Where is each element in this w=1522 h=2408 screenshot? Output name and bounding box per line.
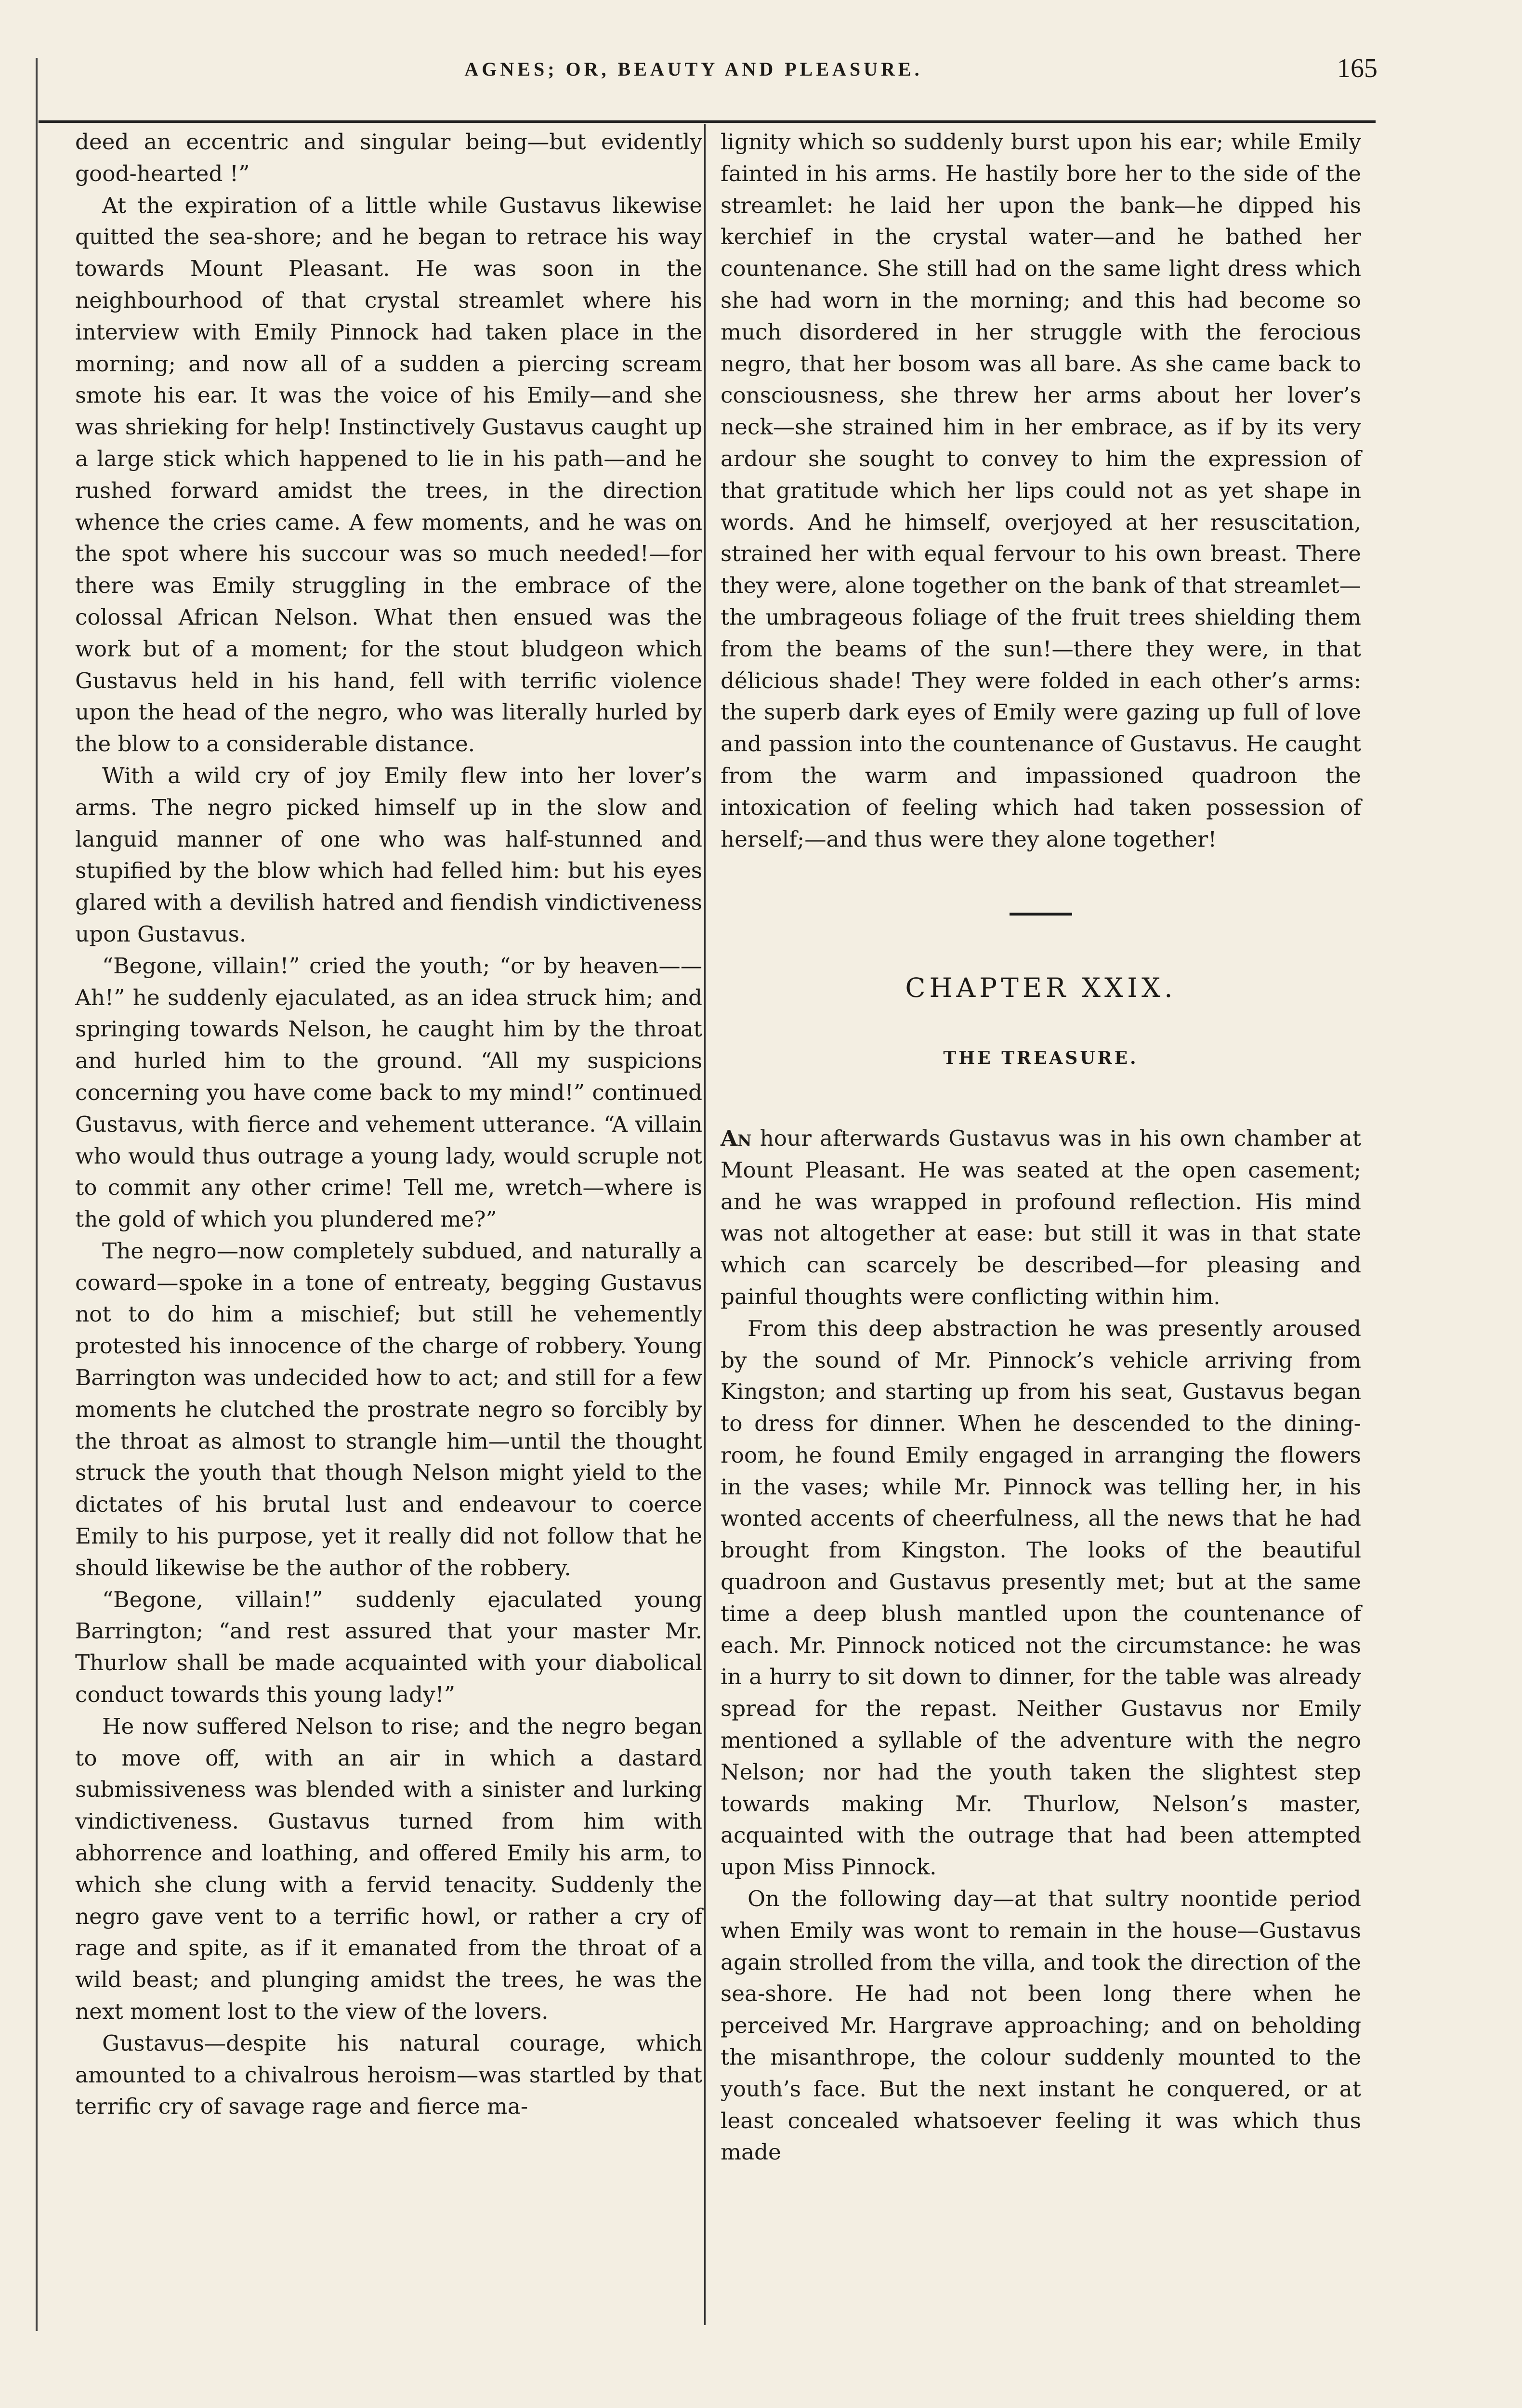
binding-edge-line	[36, 58, 38, 2331]
chapter-opening-paragraph	[721, 1123, 1361, 1313]
page-number: 165	[1337, 53, 1378, 83]
paragraph: lignity which so suddenly burst upon his ear; while Emily fainted in his arms. He hastily bore her to the side of the streamlet: he laid her upon the bank—he dipped his kerchief in the crystal water—and he bathed her countenance. She still had on the same light dress which she had worn in the morning; and this had become so much disordered in her struggle with the ferocious negro, that her bosom was all bare. As she came back to consciousness, she threw her arms about her lover’s neck—she strained him in her embrace, as if by its very ardour she sought to convey to him the expression of that gratitude which her lips could not as yet shape in words. And he himself, overjoyed at her resuscitation, strained her with equal fervour to his own breast. There they were, alone together on the bank of that streamlet—the umbrageous foliage of the fruit trees shielding them from the beams of the sun!—there they were, in that délicious shade! They were folded in each other’s arms: the superb dark eyes of Emily were gazing up full of love and passion into the countenance of Gustavus. He caught from the warm and impassioned quadroon the intoxication of feeling which had taken possession of herself;—and thus were they alone together!	[721, 129, 1361, 852]
running-title: AGNES; OR, BEAUTY AND PLEASURE.	[464, 58, 923, 80]
chapter-subtitle: THE TREASURE.	[943, 1048, 1139, 1069]
chapter-opening-text: hour afterwards Gustavus was in his own chamber at Mount Pleasant. He was seated at the open casement; and he was wrapped in profound reflection. His mind was not altogether at ease: but still it was in that state which can scarcely be described—for pleasing and painful thoughts were conflicting within him.	[721, 1125, 1362, 1309]
paragraph: The negro—now completely subdued, and naturally a coward—spoke in a tone of entreaty, begging Gustavus not to do him a mischief; but still he vehemently protested his innocence of the charge of robbery. Young Barrington was undecided how to act; and still for a few moments he clutched the prostrate negro so forcibly by the throat as almost to strangle him—until the thought struck the youth that though Nelson might yield to the dictates of his brutal lust and endeavour to coerce Emily to his purpose, yet it really did not follow that he should likewise be the author of the robbery.	[75, 1238, 702, 1581]
paragraph: “Begone, villain!” cried the youth; “or by heaven——Ah!” he suddenly ejaculated, as an idea struck him; and springing towards Nelson, he caught him by the throat and hurled him to the ground. “All my suspicions concerning you have come back to my mind!” continued Gustavus, with fierce and vehement utterance. “A villain who would thus outrage a young lady, would scruple not to commit any other crime! Tell me, wretch—where is the gold of which you plundered me?”	[75, 953, 702, 1232]
paragraph: deed an eccentric and singular being—but evidently good-hearted !”	[75, 129, 702, 186]
left-column	[75, 126, 702, 2122]
paragraph: He now suffered Nelson to rise; and the negro began to move off, with an air in which a dastard submissiveness was blended with a sinister and lurking vindictiveness. Gustavus turned from him with abhorrence and loathing, and offered Emily his arm, to which she clung with a fervid tenacity. Suddenly the negro gave vent to a terrific howl, or rather a cry of rage and spite, as if it emanated from the throat of a wild beast; and plunging amidst the trees, he was the next moment lost to the view of the lovers.	[75, 1713, 702, 2025]
paragraph: At the expiration of a little while Gustavus likewise quitted the sea-shore; and he began to retrace his way towards Mount Pleasant. He was soon in the neighbourhood of that crystal streamlet where his interview with Emily Pinnock had taken place in the morning; and now all of a sudden a piercing scream smote his ear. It was the voice of his Emily—and she was shrieking for help! Instinctively Gustavus caught up a large stick which happened to lie in his path—and he rushed forward amidst the trees, in the direction whence the cries came. A few moments, and he was on the spot where his succour was so much needed!—for there was Emily struggling in the embrace of the colossal African Nelson. What then ensued was the work but of a moment; for the stout bludgeon which Gustavus held in his hand, fell with terrific violence upon the head of the negro, who was literally hurled by the blow to a considerable distance.	[75, 192, 702, 757]
paragraph: With a wild cry of joy Emily flew into her lover’s arms. The negro picked himself up in the slow and languid manner of one who was half-stunned and stupified by the blow which had felled him: but his eyes glared with a devilish hatred and fiendish vindictiveness upon Gustavus.	[75, 762, 702, 947]
chapter-separator-rule	[1010, 913, 1072, 916]
right-column	[721, 126, 1361, 2168]
chapter-title: CHAPTER XXIX.	[905, 972, 1177, 1004]
header-rule	[39, 120, 1376, 123]
paragraph: On the following day—at that sultry noontide period when Emily was wont to remain in the house—Gustavus again strolled from the villa, and took the direction of the sea-shore. He had not been long there when he perceived Mr. Hargrave approaching; and on beholding the misanthrope, the colour suddenly mounted to the youth’s face. But the next instant he conquered, or at least concealed whatsoever feeling it was which thus made	[721, 1886, 1361, 2165]
column-divider	[704, 124, 706, 2325]
paragraph: “Begone, villain!” suddenly ejaculated young Barrington; “and rest assured that your master Mr. Thurlow shall be made acquainted with your diabolical conduct towards this young lady!”	[75, 1586, 702, 1708]
chapter-opening-word: An	[721, 1125, 752, 1151]
paragraph: Gustavus—despite his natural courage, which amounted to a chivalrous heroism—was startled by that terrific cry of savage rage and fierce ma-	[75, 2030, 702, 2120]
paragraph: From this deep abstraction he was presently aroused by the sound of Mr. Pinnock’s vehicle arriving from Kingston; and starting up from his seat, Gustavus began to dress for dinner. When he descended to the dining-room, he found Emily engaged in arranging the flowers in the vases; while Mr. Pinnock was telling her, in his wonted accents of cheerfulness, all the news that he had brought from Kingston. The looks of the beautiful quadroon and Gustavus presently met; but at the same time a deep blush mantled upon the countenance of each. Mr. Pinnock noticed not the circumstance: he was in a hurry to sit down to dinner, for the table was already spread for the repast. Neither Gustavus nor Emily mentioned a syllable of the adventure with the negro Nelson; nor had the youth taken the slightest step towards making Mr. Thurlow, Nelson’s master, acquainted with the outrage that had been attempted upon Miss Pinnock.	[721, 1315, 1361, 1880]
